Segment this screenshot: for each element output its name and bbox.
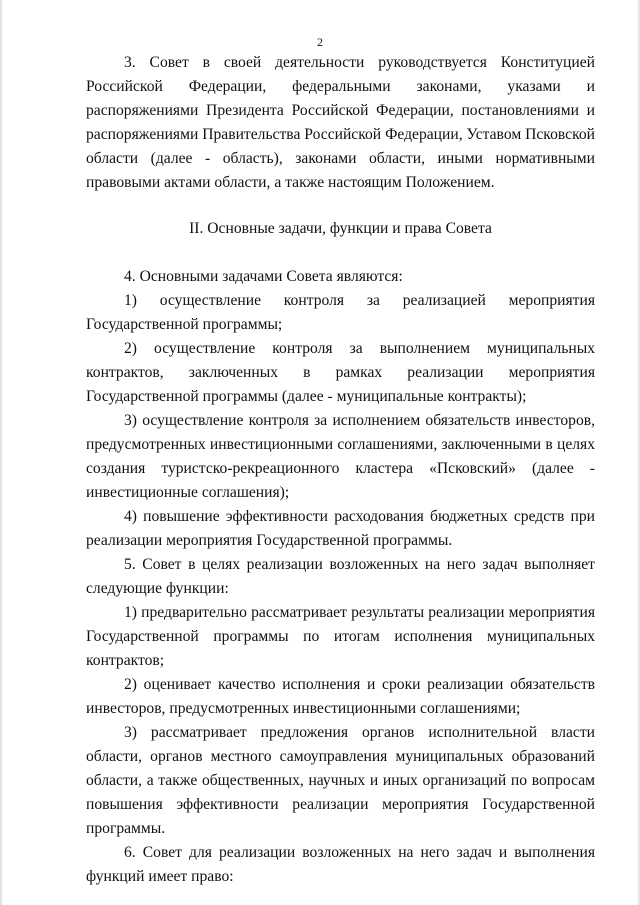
task-item-4: 4) повышение эффективности расходования бюджетных средств при реализации мероприятия Государственной программы. — [86, 508, 595, 549]
function-item-3: 3) рассматривает предложения органов исполнительной власти области, органов местного самоуправления муниципальных образований области, а также общественных, научных и иных организаций по вопросам повышения эффективности реализации мероприятия Государственной программы. — [86, 724, 595, 837]
page-number: 2 — [317, 35, 323, 49]
document-body — [86, 51, 595, 889]
paragraph-3: 3. Совет в своей деятельности руководствуется Конституцией Российской Федерации, федеральными законами, указами и распоряжениями Президента Российской Федерации, постановлениями и распоряжениями Правительства Российской Федерации, Уставом Псковской области (далее - область), законами области, иными нормативными правовыми актами области, а также настоящим Положением. — [86, 54, 595, 191]
scan-edge-left — [0, 0, 3, 905]
task-item-2: 2) осуществление контроля за выполнением муниципальных контрактов, заключенных в рамках реализации мероприятия Государственной программы (далее - муниципальные контракты); — [86, 340, 595, 405]
task-item-1: 1) осуществление контроля за реализацией мероприятия Государственной программы; — [86, 292, 595, 333]
section-heading: II. Основные задачи, функции и права Совета — [189, 220, 492, 237]
task-item-3: 3) осуществление контроля за исполнением обязательств инвесторов, предусмотренных инвестиционными соглашениями, заключенными в целях создания туристско-рекреационного кластера «Псковский» (далее - инвестиционные соглашения); — [86, 412, 595, 501]
function-item-1: 1) предварительно рассматривает результаты реализации мероприятия Государственной программы по итогам исполнения муниципальных контрактов; — [86, 604, 595, 669]
function-item-2: 2) оценивает качество исполнения и сроки реализации обязательств инвесторов, предусмотренных инвестиционными соглашениями; — [86, 676, 595, 717]
tasks-intro: 4. Основными задачами Совета являются: — [124, 268, 403, 285]
functions-intro: 5. Совет в целях реализации возложенных на него задач выполняет следующие функции: — [86, 556, 595, 597]
rights-intro: 6. Совет для реализации возложенных на него задач и выполнения функций имеет право: — [86, 844, 595, 885]
